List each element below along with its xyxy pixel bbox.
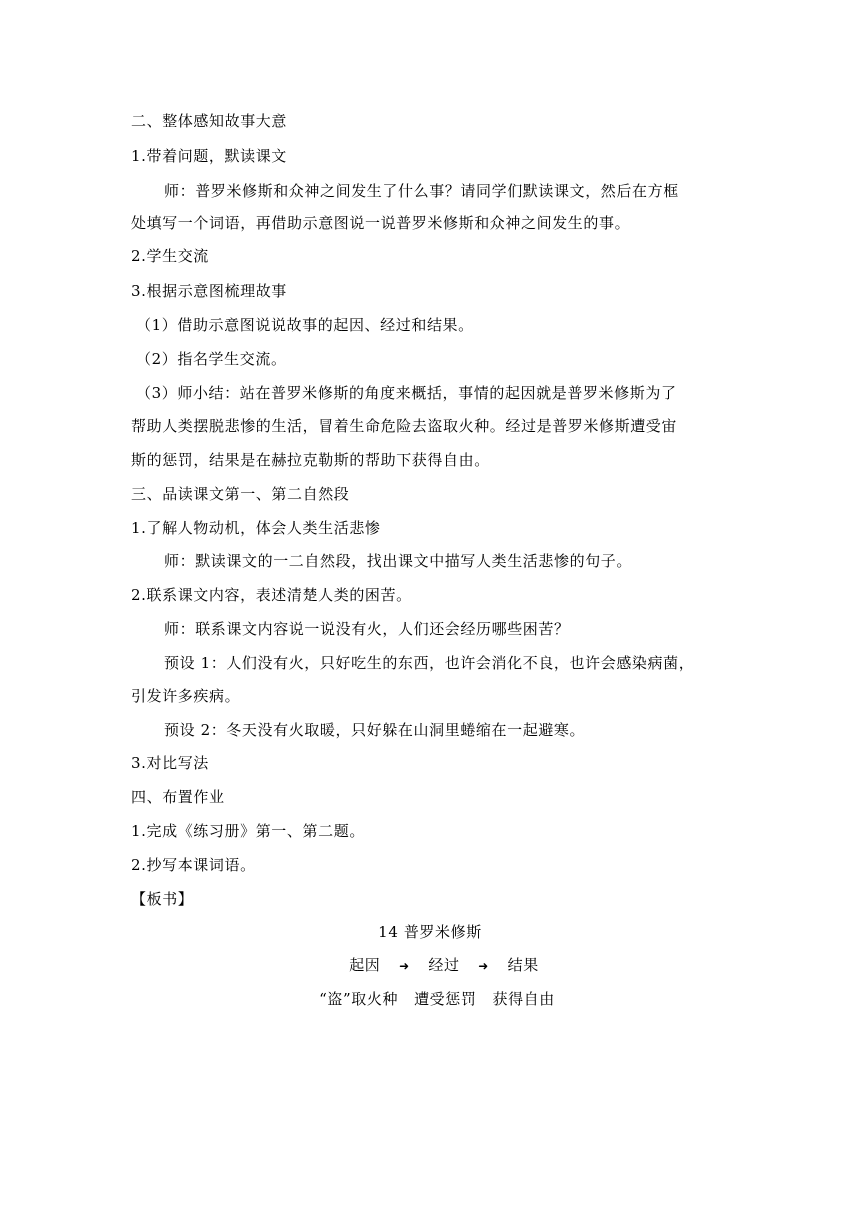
board-cause-detail: “盗”取火种 bbox=[319, 990, 399, 1008]
board-flow-row bbox=[0, 955, 860, 976]
paragraph-line: 师：普罗米修斯和众神之间发生了什么事？请同学们默读课文，然后在方框 bbox=[164, 182, 679, 200]
arrow-right-icon: ➜ bbox=[399, 959, 410, 973]
list-item: 1.带着问题，默读课文 bbox=[131, 147, 287, 165]
paragraph-line: 帮助人类摆脱悲惨的生活，冒着生命危险去盗取火种。经过是普罗米修斯遭受宙 bbox=[131, 417, 678, 435]
paragraph-line: 师：联系课文内容说一说没有火，人们还会经历哪些困苦？ bbox=[164, 620, 570, 638]
list-item: 3.对比写法 bbox=[131, 754, 209, 772]
list-item: 1.完成《练习册》第一、第二题。 bbox=[131, 822, 365, 840]
section-heading: 四、布置作业 bbox=[131, 788, 225, 806]
board-label: 【板书】 bbox=[131, 890, 194, 908]
board-title: 14 普罗米修斯 bbox=[378, 923, 482, 941]
paragraph-line: 处填写一个词语，再借助示意图说一说普罗米修斯和众神之间发生的事。 bbox=[131, 214, 631, 232]
sub-item: （3）师小结：站在普罗米修斯的角度来概括，事情的起因就是普罗米修斯为了 bbox=[136, 384, 677, 402]
board-result: 结果 bbox=[507, 956, 539, 974]
board-process-detail: 遭受惩罚 bbox=[414, 990, 477, 1008]
list-item: 3.根据示意图梳理故事 bbox=[131, 282, 287, 300]
sub-item: （1）借助示意图说说故事的起因、经过和结果。 bbox=[136, 316, 474, 334]
list-item: 1.了解人物动机，体会人类生活悲惨 bbox=[131, 519, 381, 537]
arrow-right-icon: ➜ bbox=[478, 959, 489, 973]
list-item: 2.联系课文内容，表述清楚人类的困苦。 bbox=[131, 586, 412, 604]
paragraph-line: 斯的惩罚，结果是在赫拉克勒斯的帮助下获得自由。 bbox=[131, 451, 490, 469]
board-detail-row bbox=[0, 989, 860, 1009]
board-process: 经过 bbox=[428, 956, 460, 974]
sub-item: （2）指名学生交流。 bbox=[136, 350, 287, 368]
paragraph-line: 师：默读课文的一二自然段，找出课文中描写人类生活悲惨的句子。 bbox=[164, 552, 633, 570]
paragraph-line: 引发许多疾病。 bbox=[131, 687, 241, 705]
list-item: 2.抄写本课词语。 bbox=[131, 856, 256, 874]
section-heading: 三、品读课文第一、第二自然段 bbox=[131, 485, 350, 503]
paragraph-line: 预设 2：冬天没有火取暖，只好躲在山洞里蜷缩在一起避寒。 bbox=[164, 721, 586, 739]
section-heading: 二、整体感知故事大意 bbox=[131, 112, 288, 130]
paragraph-line: 预设 1：人们没有火，只好吃生的东西，也许会消化不良，也许会感染病菌， bbox=[164, 654, 695, 672]
board-cause: 起因 bbox=[349, 956, 381, 974]
board-result-detail: 获得自由 bbox=[492, 990, 555, 1008]
list-item: 2.学生交流 bbox=[131, 247, 209, 265]
